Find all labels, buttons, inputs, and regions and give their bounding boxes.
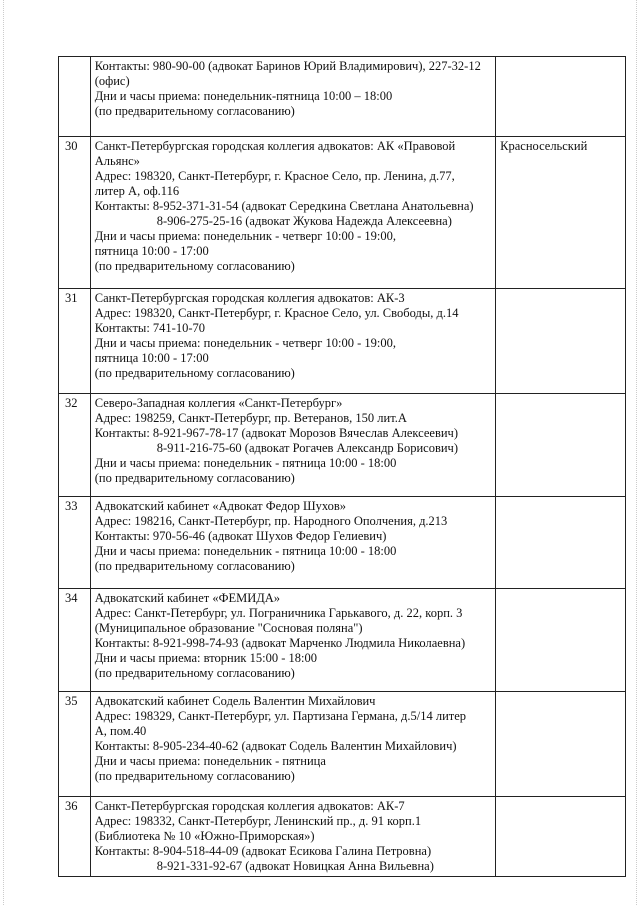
detail-line: пятница 10:00 - 17:00 — [94, 244, 209, 258]
detail-line: Адрес: 198332, Санкт-Петербург, Ленинский пр., д. 91 корп.1 — [94, 814, 422, 828]
detail-line: (по предварительному согласованию) — [94, 559, 295, 573]
detail-line: Контакты: 8-952-371-31-54 (адвокат Середкина Светлана Анатольевна) — [94, 199, 474, 213]
detail-line: Дни и часы приема: понедельник - пятница 10:00 - 18:00 — [94, 544, 397, 558]
detail-line: Контакты: 980-90-00 (адвокат Баринов Юрий Владимирович), 227-32-12 — [94, 59, 481, 73]
detail-line: Санкт-Петербургская городская коллегия адвокатов: АК-7 — [94, 799, 405, 813]
row-details — [90, 57, 495, 137]
row-details — [90, 394, 495, 497]
detail-line: Адрес: 198320, Санкт-Петербург, г. Красное Село, ул. Свободы, д.14 — [94, 306, 459, 320]
detail-line: (по предварительному согласованию) — [94, 259, 295, 273]
detail-line: (офис) — [94, 74, 130, 88]
detail-line: Дни и часы приема: понедельник - пятница 10:00 - 18:00 — [94, 456, 397, 470]
detail-line: Адвокатский кабинет Содель Валентин Михайлович — [94, 694, 376, 708]
detail-line: Адрес: Санкт-Петербург, ул. Пограничника Гарькавого, д. 22, корп. 3 — [94, 606, 463, 620]
detail-line: (Муниципальное образование "Сосновая поляна") — [94, 621, 363, 635]
detail-line: Дни и часы приема: понедельник - четверг 10:00 - 19:00, — [94, 336, 397, 350]
detail-line: Дни и часы приема: понедельник-пятница 10:00 – 18:00 — [94, 89, 393, 103]
detail-line: Контакты: 741-10-70 — [94, 321, 205, 335]
lawyers-table-body — [59, 57, 626, 877]
detail-line: Альянс» — [94, 154, 140, 168]
detail-line: Северо-Западная коллегия «Санкт-Петербург» — [94, 396, 343, 410]
detail-line: Дни и часы приема: вторник 15:00 - 18:00 — [94, 651, 317, 665]
detail-line: Адрес: 198320, Санкт-Петербург, г. Красное Село, пр. Ленина, д.77, — [94, 169, 455, 183]
detail-line: (по предварительному согласованию) — [94, 471, 295, 485]
row-number — [59, 57, 91, 137]
scan-edge-left — [3, 0, 5, 905]
row-district: Красносельский — [496, 137, 626, 289]
detail-line: Дни и часы приема: понедельник - пятница — [94, 754, 326, 768]
row-district — [496, 497, 626, 589]
row-number: 33 — [59, 497, 91, 589]
row-details — [90, 289, 495, 394]
row-details — [90, 497, 495, 589]
table-row — [59, 137, 626, 289]
detail-line: 8-911-216-75-60 (адвокат Рогачев Александр Борисович) — [156, 441, 459, 455]
row-district — [496, 797, 626, 877]
detail-line: Контакты: 8-904-518-44-09 (адвокат Есикова Галина Петровна) — [94, 844, 432, 858]
detail-line: Контакты: 8-905-234-40-62 (адвокат Содель Валентин Михайлович) — [94, 739, 457, 753]
row-district — [496, 57, 626, 137]
detail-line: Адрес: 198216, Санкт-Петербург, пр. Народного Ополчения, д.213 — [94, 514, 448, 528]
row-number: 34 — [59, 589, 91, 692]
detail-line: Адрес: 198259, Санкт-Петербург, пр. Ветеранов, 150 лит.А — [94, 411, 407, 425]
lawyers-table — [58, 56, 626, 877]
detail-line: (по предварительному согласованию) — [94, 666, 295, 680]
detail-line: А, пом.40 — [94, 724, 147, 738]
row-details — [90, 137, 495, 289]
detail-line: (Библиотека № 10 «Южно-Приморская») — [94, 829, 315, 843]
detail-line: пятница 10:00 - 17:00 — [94, 351, 209, 365]
detail-line: Контакты: 8-921-998-74-93 (адвокат Марченко Людмила Николаевна) — [94, 636, 466, 650]
detail-line: Адвокатский кабинет «ФЕМИДА» — [94, 591, 281, 605]
detail-line: Адрес: 198329, Санкт-Петербург, ул. Партизана Германа, д.5/14 литер — [94, 709, 467, 723]
table-row — [59, 394, 626, 497]
detail-line: Контакты: 8-921-967-78-17 (адвокат Морозов Вячеслав Алексеевич) — [94, 426, 458, 440]
detail-line: Санкт-Петербургская городская коллегия адвокатов: АК «Правовой — [94, 139, 456, 153]
row-district — [496, 589, 626, 692]
row-details — [90, 797, 495, 877]
table-row — [59, 589, 626, 692]
row-number: 31 — [59, 289, 91, 394]
scan-edge-right — [636, 0, 638, 905]
row-district — [496, 289, 626, 394]
row-number: 32 — [59, 394, 91, 497]
detail-line: 8-921-331-92-67 (адвокат Новицкая Анна Вильевна) — [156, 859, 434, 873]
row-details — [90, 692, 495, 797]
table-row — [59, 497, 626, 589]
row-district — [496, 692, 626, 797]
detail-line: Дни и часы приема: понедельник - четверг 10:00 - 19:00, — [94, 229, 397, 243]
detail-line: Адвокатский кабинет «Адвокат Федор Шухов» — [94, 499, 347, 513]
table-row — [59, 57, 626, 137]
detail-line: литер А, оф.116 — [94, 184, 180, 198]
detail-line: (по предварительному согласованию) — [94, 104, 295, 118]
detail-line: Санкт-Петербургская городская коллегия адвокатов: АК-3 — [94, 291, 405, 305]
table-row — [59, 797, 626, 877]
row-number: 35 — [59, 692, 91, 797]
row-district — [496, 394, 626, 497]
detail-line: 8-906-275-25-16 (адвокат Жукова Надежда Алексеевна) — [156, 214, 452, 228]
table-row — [59, 289, 626, 394]
row-number: 36 — [59, 797, 91, 877]
row-details — [90, 589, 495, 692]
detail-line: (по предварительному согласованию) — [94, 366, 295, 380]
table-row — [59, 692, 626, 797]
detail-line: (по предварительному согласованию) — [94, 769, 295, 783]
row-number: 30 — [59, 137, 91, 289]
detail-line: Контакты: 970-56-46 (адвокат Шухов Федор Гелиевич) — [94, 529, 387, 543]
